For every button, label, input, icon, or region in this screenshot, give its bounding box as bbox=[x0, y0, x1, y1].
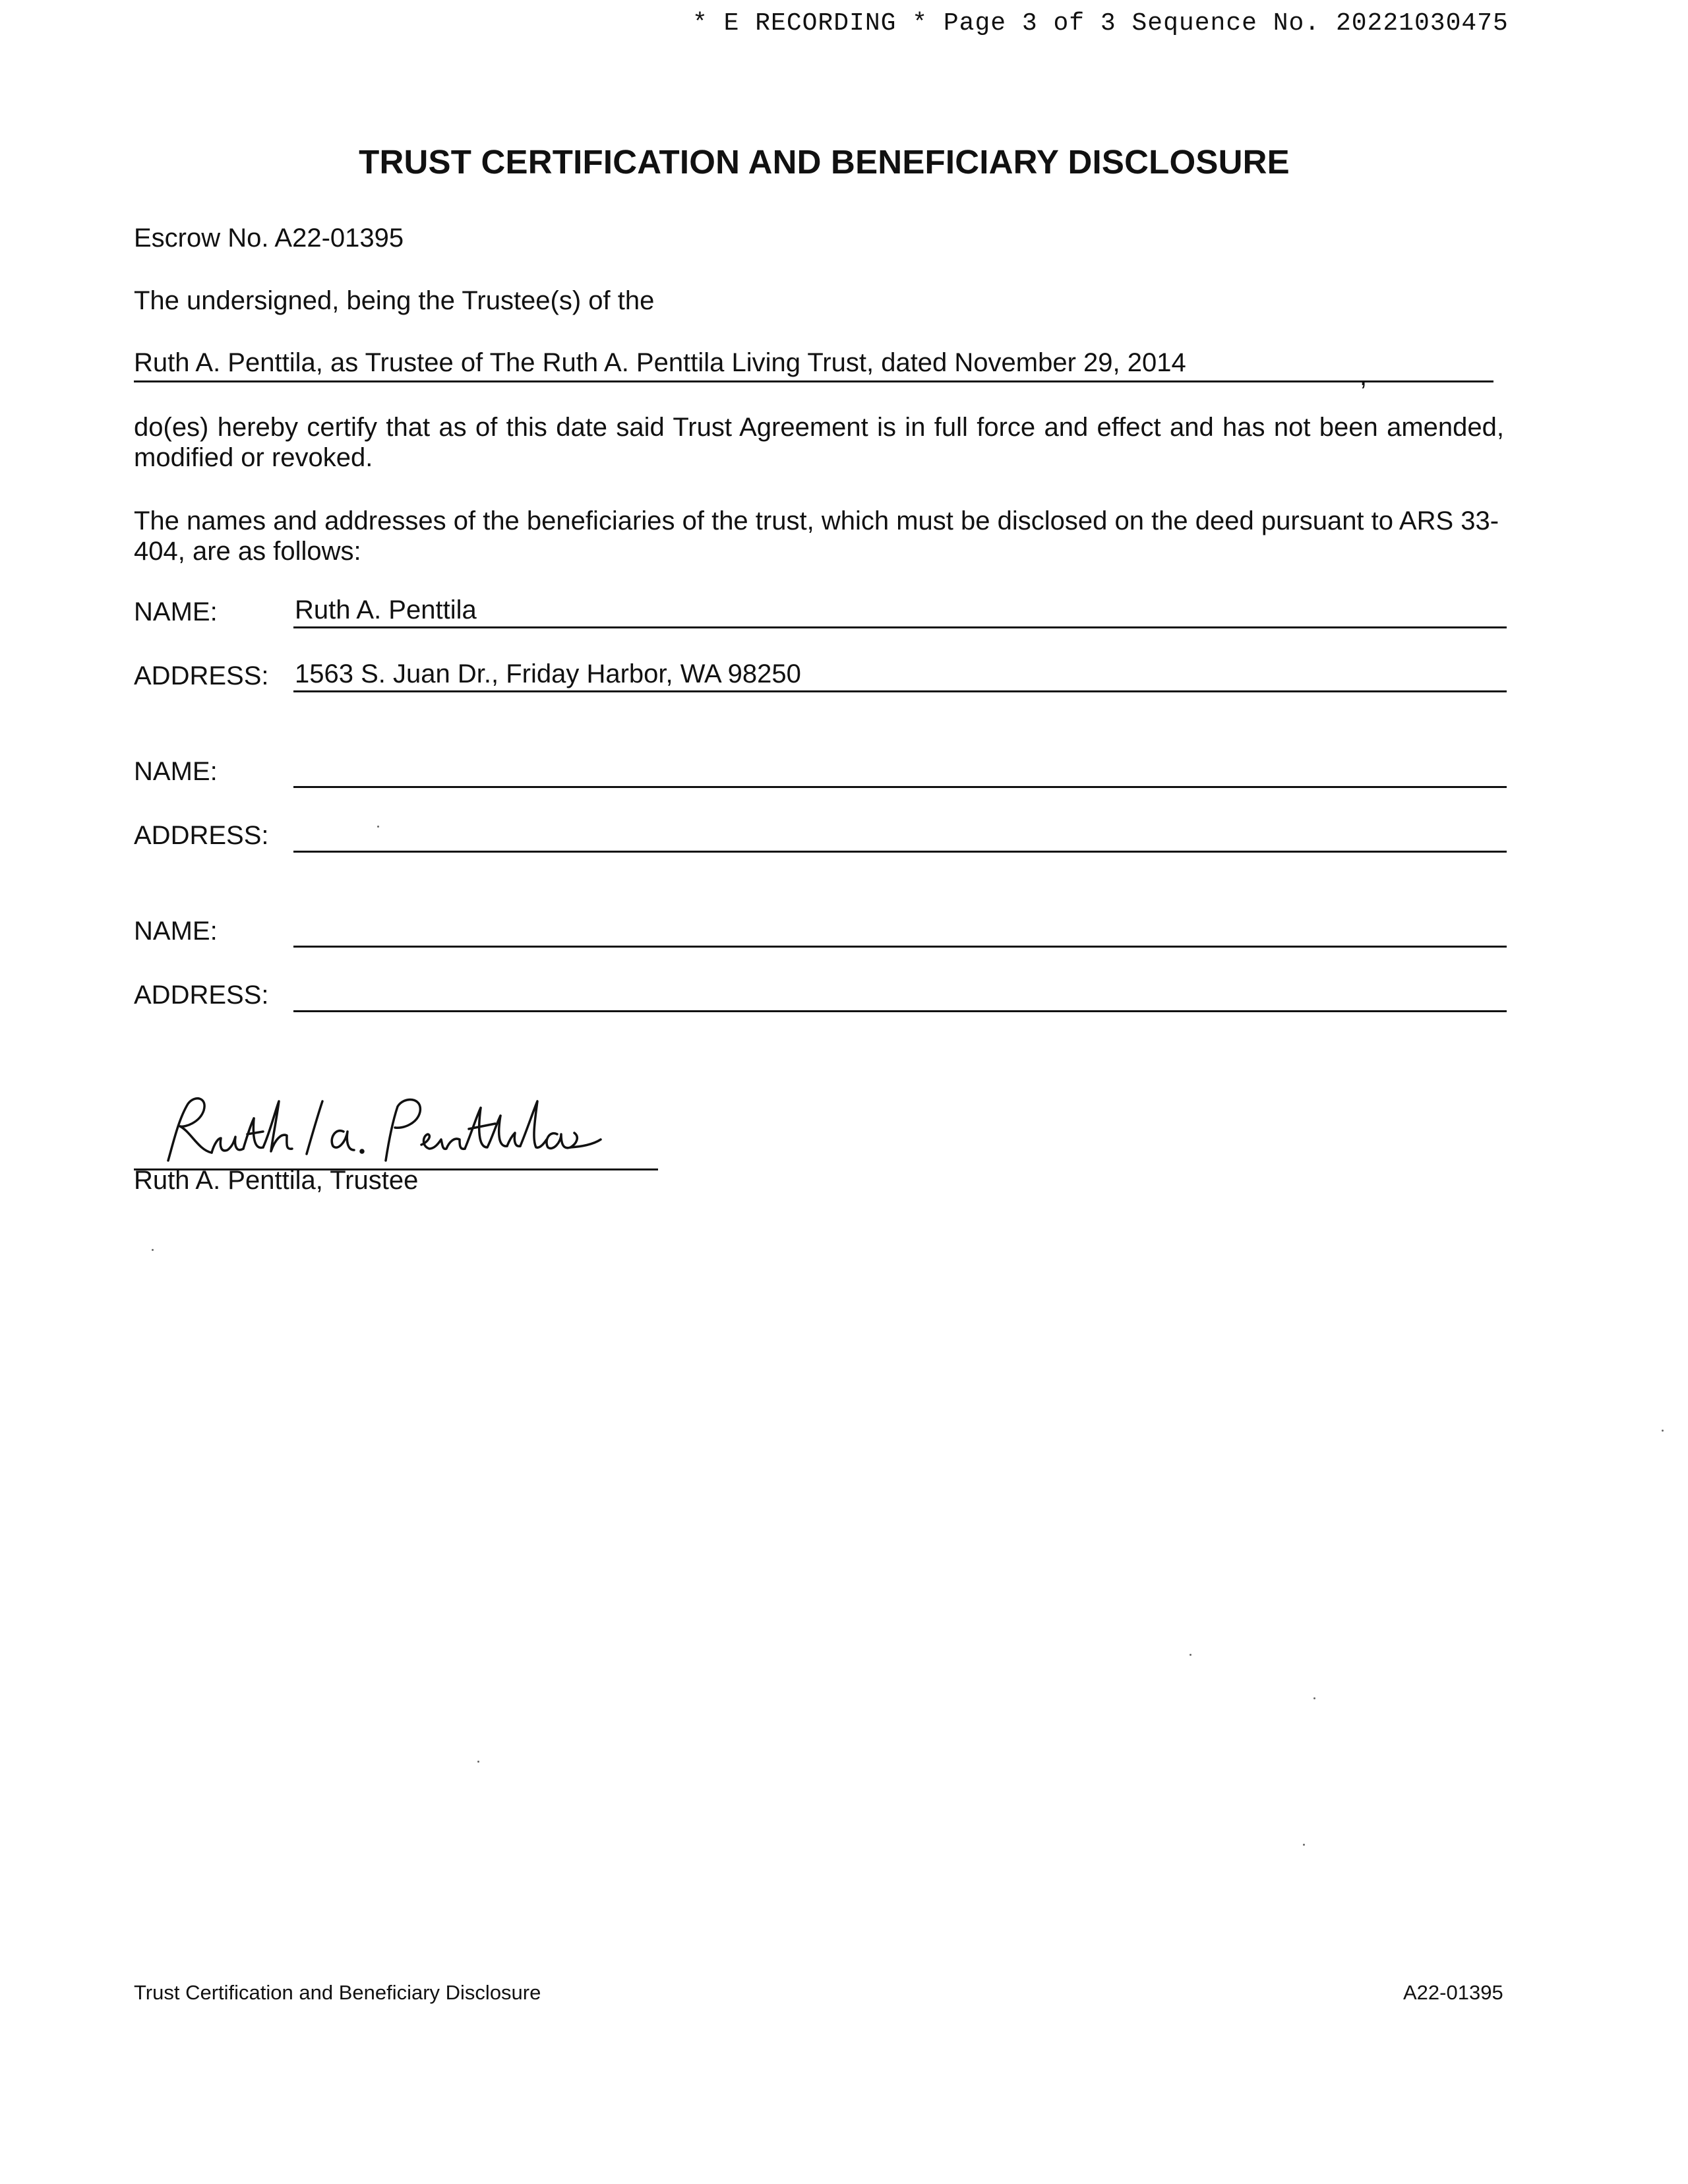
beneficiaries-intro-paragraph: The names and addresses of the beneficiaries of the trust, which must be disclosed on the deed pursuant to ARS 33-404, are as follows: bbox=[134, 506, 1499, 566]
trustee-line-comma: , bbox=[1360, 362, 1368, 391]
trustee-signature bbox=[134, 1089, 658, 1170]
beneficiary-3-address-label: ADDRESS: bbox=[134, 981, 269, 1010]
beneficiary-1-address-label: ADDRESS: bbox=[134, 661, 269, 690]
document-title: TRUST CERTIFICATION AND BENEFICIARY DISCLOSURE bbox=[359, 143, 1290, 181]
beneficiary-2-name-label: NAME: bbox=[134, 757, 218, 786]
beneficiary-1-address-value: 1563 S. Juan Dr., Friday Harbor, WA 98250 bbox=[295, 659, 801, 688]
recording-header: * E RECORDING * Page 3 of 3 Sequence No. 20221030475 bbox=[692, 9, 1509, 38]
scan-speck bbox=[152, 1249, 154, 1251]
beneficiary-2-name-line bbox=[293, 753, 1507, 788]
beneficiary-3-address-line bbox=[293, 977, 1507, 1012]
beneficiary-1-name-label: NAME: bbox=[134, 597, 218, 626]
beneficiary-1-name-line bbox=[293, 593, 1507, 628]
scan-speck bbox=[1190, 1654, 1191, 1656]
beneficiary-3-name-line bbox=[293, 913, 1507, 948]
signer-caption: Ruth A. Penttila, Trustee bbox=[134, 1166, 419, 1195]
beneficiary-1-address-line bbox=[293, 657, 1507, 692]
handwritten-signature-image bbox=[134, 1089, 658, 1168]
escrow-number: Escrow No. A22-01395 bbox=[134, 224, 404, 253]
trustee-line-text: Ruth A. Penttila, as Trustee of The Ruth A. Penttila Living Trust, dated November 29, 2014 bbox=[134, 348, 1186, 377]
beneficiary-2-address-line bbox=[293, 818, 1507, 853]
scan-speck bbox=[1313, 1697, 1315, 1699]
trustee-line bbox=[134, 348, 1493, 382]
scan-speck bbox=[377, 826, 379, 828]
scan-speck bbox=[1662, 1430, 1664, 1432]
scan-speck bbox=[1303, 1844, 1305, 1846]
scan-speck bbox=[477, 1761, 479, 1763]
footer-document-name: Trust Certification and Beneficiary Disclosure bbox=[134, 1981, 541, 2004]
certification-paragraph: do(es) hereby certify that as of this date said Trust Agreement is in full force and effect and has not been amended, modified or revoked. bbox=[134, 413, 1504, 472]
beneficiary-3-name-label: NAME: bbox=[134, 917, 218, 946]
beneficiary-2-address-label: ADDRESS: bbox=[134, 821, 269, 850]
undersigned-intro: The undersigned, being the Trustee(s) of the bbox=[134, 286, 655, 315]
beneficiary-1-name-value: Ruth A. Penttila bbox=[295, 595, 477, 624]
footer-escrow-number: A22-01395 bbox=[1403, 1981, 1503, 2004]
